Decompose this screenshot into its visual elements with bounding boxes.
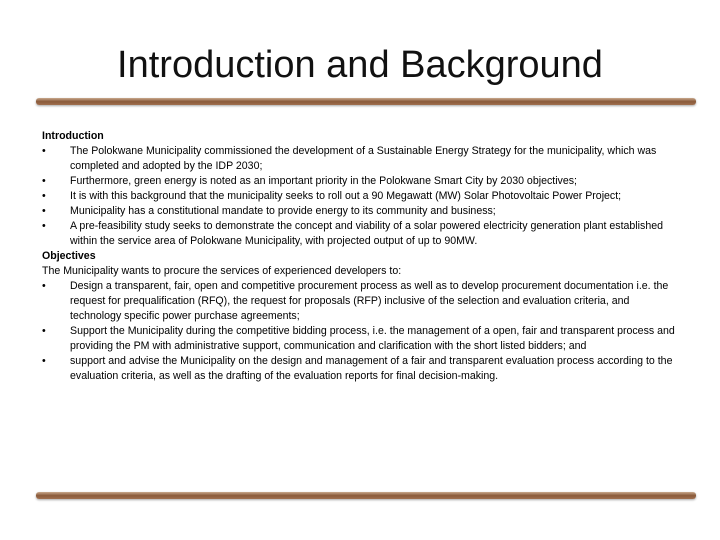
bullet-icon: • bbox=[42, 280, 46, 292]
bullet-icon: • bbox=[42, 205, 46, 217]
list-item: • The Polokwane Municipality commissioned the development of a Sustainable Energy Strategy for the municipality, which was completed and adopted by the IDP 2030; bbox=[42, 145, 657, 172]
list-item: • support and advise the Municipality on the design and management of a fair and transparent evaluation process according to the evaluation criteria, as well as the drafting of the evaluation reports for final decision-making. bbox=[42, 355, 673, 382]
slide-body bbox=[42, 129, 682, 384]
bullet-icon: • bbox=[42, 325, 46, 337]
objectives-list bbox=[42, 279, 682, 384]
title-divider bbox=[36, 98, 696, 105]
bullet-icon: • bbox=[42, 220, 46, 232]
slide-title: Introduction and Background bbox=[117, 44, 603, 86]
list-item: • It is with this background that the municipality seeks to roll out a 90 Megawatt (MW) Solar Photovoltaic Power Project; bbox=[42, 190, 622, 202]
list-item: • Furthermore, green energy is noted as an important priority in the Polokwane Smart City by 2030 objectives; bbox=[42, 175, 577, 187]
bullet-icon: • bbox=[42, 355, 46, 367]
introduction-list bbox=[42, 144, 682, 249]
list-item: • Municipality has a constitutional mandate to provide energy to its community and business; bbox=[42, 205, 496, 217]
bullet-icon: • bbox=[42, 175, 46, 187]
bullet-icon: • bbox=[42, 145, 46, 157]
bullet-icon: • bbox=[42, 190, 46, 202]
footer-divider bbox=[36, 492, 696, 499]
list-item: • Design a transparent, fair, open and competitive procurement process as well as to develop procurement documentation i.e. the request for prequalification (RFQ), the request for proposals (RFP) inclusive of the selection and evaluation criteria, and technology specific power purchase agreements; bbox=[42, 280, 669, 322]
objectives-lead: The Municipality wants to procure the services of experienced developers to: bbox=[42, 265, 402, 277]
list-item: • Support the Municipality during the competitive bidding process, i.e. the management of a open, fair and transparent process and providing the PM with administrative support, communication and clarification with the short listed bidders; and bbox=[42, 325, 675, 352]
introduction-heading: Introduction bbox=[42, 130, 104, 142]
list-item: • A pre-feasibility study seeks to demonstrate the concept and viability of a solar powered electricity generation plant established within the service area of Polokwane Municipality, with projected output of up to 90MW. bbox=[42, 220, 663, 247]
objectives-heading: Objectives bbox=[42, 250, 96, 262]
